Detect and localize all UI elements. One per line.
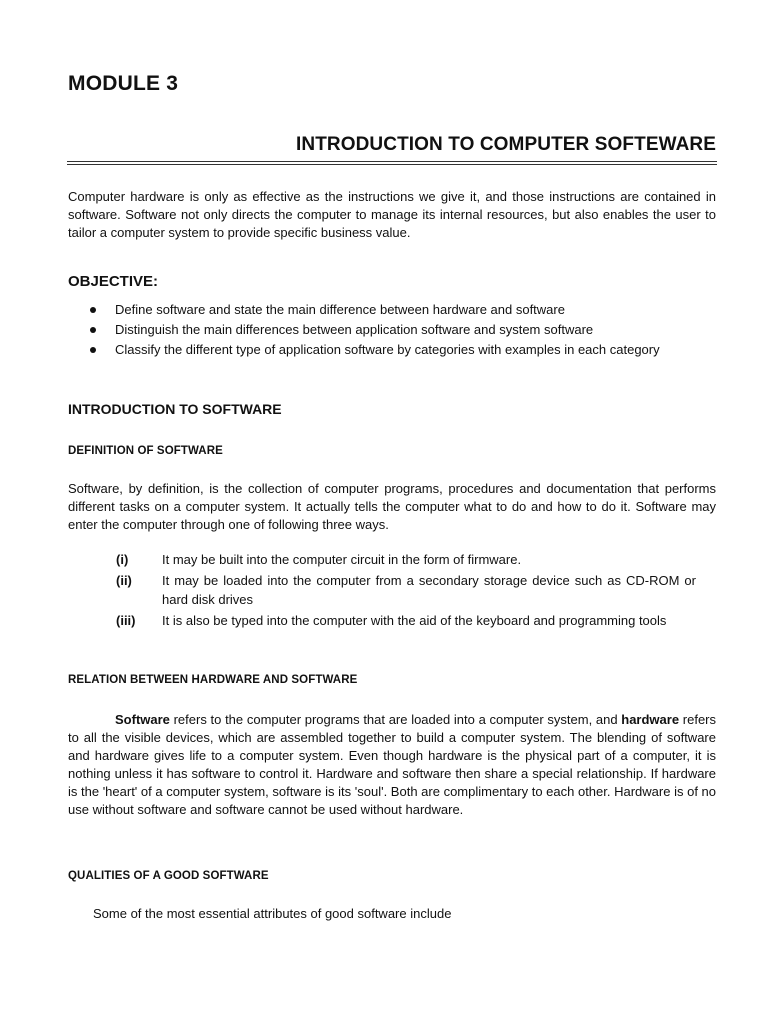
bullet-icon — [90, 327, 96, 333]
bullet-icon — [90, 347, 96, 353]
ways-item-number: (ii) — [116, 573, 132, 588]
intro-paragraph: Computer hardware is only as effective as the instructions we give it, and those instructions are contained in software. Software not only directs the computer to manage its internal resources, but also enables the user to tailor a computer system to provide specific business value. — [68, 189, 716, 240]
module-title: MODULE 3 — [68, 72, 179, 95]
ways-item-text: It may be built into the computer circuit in the form of firmware. — [162, 552, 522, 567]
objective-item — [68, 320, 728, 340]
title-double-rule — [67, 161, 717, 165]
ways-item-number: (i) — [116, 552, 129, 567]
ways-item-number: (iii) — [116, 613, 136, 628]
relation-paragraph — [68, 711, 716, 819]
relation-heading: RELATION BETWEEN HARDWARE AND SOFTWARE — [68, 674, 358, 686]
definition-paragraph: Software, by definition, is the collection of computer programs, procedures and documentation that performs different tasks on a computer system. It actually tells the computer what to do and how to do it. Software may enter the computer through one of following three ways. — [68, 481, 716, 532]
ways-list — [116, 550, 696, 632]
definition-heading: DEFINITION OF SOFTWARE — [68, 445, 223, 457]
ways-item — [116, 550, 696, 569]
ways-item-text: It is also be typed into the computer with the aid of the keyboard and programming tools — [162, 613, 667, 628]
relation-text-2: refers to all the visible devices, which are assembled together to build a computer system. The blending of software and hardware gives life to a computer system. Even though hardware is the physical part of a computer, it is nothing unless it has software to control it. Hardware and software then share a special relationship. If hardware is the 'heart' of a computer system, software is its 'soul'. Both are complimentary to each other. Hardware is of no use without software and software cannot be used without hardware. — [68, 712, 717, 817]
section-heading: INTRODUCTION TO SOFTWARE — [68, 401, 282, 417]
objective-item — [68, 340, 728, 360]
objective-item-text: Classify the different type of application software by categories with examples in each category — [115, 342, 660, 357]
objective-heading: OBJECTIVE: — [68, 273, 159, 290]
objective-item — [68, 300, 728, 320]
bullet-icon — [90, 307, 96, 313]
qualities-paragraph: Some of the most essential attributes of good software include — [93, 906, 452, 921]
objective-item-text: Define software and state the main difference between hardware and software — [115, 302, 565, 317]
objective-list — [68, 300, 728, 360]
term-hardware: hardware — [621, 712, 680, 727]
qualities-heading: QUALITIES OF A GOOD SOFTWARE — [68, 870, 269, 882]
term-software: Software — [115, 712, 170, 727]
ways-item-text: It may be loaded into the computer from a secondary storage device such as CD-ROM or hard disk drives — [162, 573, 696, 607]
ways-item — [116, 611, 696, 630]
ways-item — [116, 571, 696, 609]
relation-text-1: refers to the computer programs that are loaded into a computer system, and — [169, 712, 622, 727]
objective-item-text: Distinguish the main differences between application software and system software — [115, 322, 594, 337]
document-title: INTRODUCTION TO COMPUTER SOFTEWARE — [296, 134, 716, 155]
